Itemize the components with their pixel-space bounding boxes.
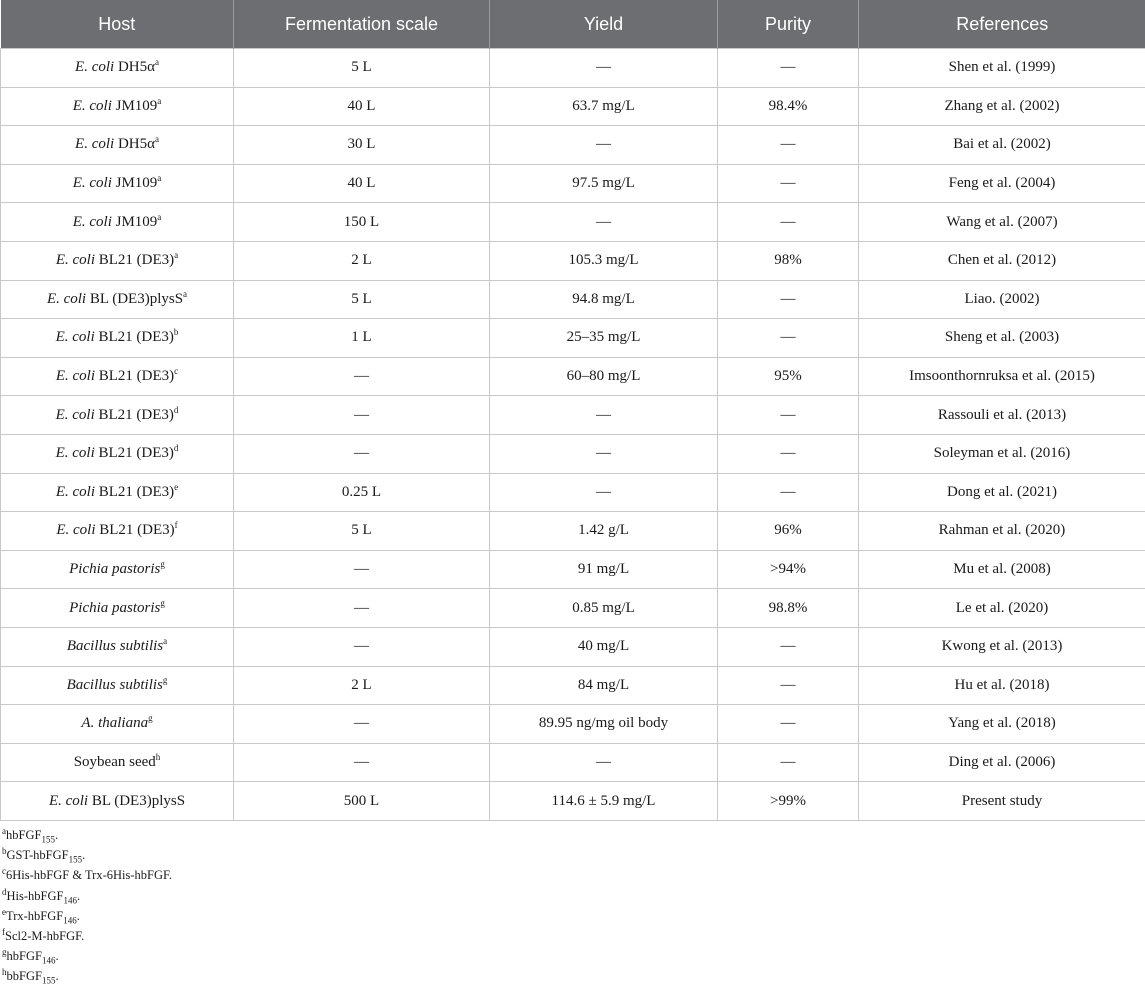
cell-reference: Sheng et al. (2003)	[859, 319, 1145, 358]
footnote-mark: a	[154, 57, 159, 68]
cell-reference: Zhang et al. (2002)	[859, 87, 1145, 126]
table-row	[1, 473, 1145, 512]
footnote-mark: g	[162, 674, 168, 685]
footnote	[2, 865, 172, 885]
cell-reference: Yang et al. (2018)	[859, 705, 1145, 744]
cell-host	[1, 164, 234, 203]
cell-host	[1, 782, 234, 821]
cell-yield: 1.42 g/L	[490, 512, 718, 551]
header-yield: Yield	[490, 0, 718, 49]
cell-purity: —	[718, 434, 859, 473]
footnotes	[2, 825, 172, 987]
footnote-tail: .	[54, 828, 59, 842]
header-fermentation-scale: Fermentation scale	[234, 0, 490, 49]
table-row	[1, 589, 1145, 628]
table-row	[1, 203, 1145, 242]
cell-scale: —	[234, 589, 490, 628]
footnote-tail: .	[55, 949, 59, 964]
cell-purity: >94%	[718, 550, 859, 589]
footnote	[2, 845, 172, 865]
host-strain: BL21 (DE3)	[94, 445, 174, 462]
host-species: Bacillus subtilis	[66, 676, 163, 693]
footnote-mark: a	[183, 288, 188, 299]
host-strain: BL (DE3)plysS	[86, 290, 184, 307]
header-host: Host	[1, 0, 234, 49]
cell-purity: —	[718, 319, 859, 358]
cell-scale: 40 L	[234, 164, 490, 203]
cell-purity: —	[718, 203, 859, 242]
cell-host	[1, 203, 234, 242]
footnote-mark: e	[2, 906, 6, 917]
host-strain: BL21 (DE3)	[94, 406, 174, 423]
cell-purity: 95%	[718, 357, 859, 396]
cell-scale: 40 L	[234, 87, 490, 126]
cell-host	[1, 550, 234, 589]
cell-yield: 114.6 ± 5.9 mg/L	[490, 782, 718, 821]
host-strain: BL21 (DE3)	[95, 522, 175, 539]
cell-host	[1, 126, 234, 165]
host-species: Bacillus subtilis	[66, 638, 164, 655]
footnote-text: His-hbFGF	[6, 888, 64, 903]
host-species: E. coli	[55, 406, 95, 423]
footnote-mark: a	[174, 250, 179, 261]
cell-scale: 150 L	[234, 203, 490, 242]
cell-host	[1, 241, 234, 280]
cell-reference: Imsoonthornruksa et al. (2015)	[859, 357, 1145, 396]
footnote-tail: .	[76, 888, 81, 903]
footnote-text: hbFGF	[6, 828, 42, 842]
table-body	[1, 49, 1145, 821]
cell-reference: Bai et al. (2002)	[859, 126, 1145, 165]
table-row	[1, 743, 1145, 782]
cell-purity: —	[718, 666, 859, 705]
cell-scale: 500 L	[234, 782, 490, 821]
footnote-mark: d	[2, 886, 7, 897]
footnote-mark: g	[160, 559, 165, 570]
cell-purity: >99%	[718, 782, 859, 821]
host-species: E. coli	[72, 175, 112, 192]
footnote-mark: c	[174, 366, 179, 377]
host-species: E. coli	[72, 213, 112, 230]
cell-yield: 25–35 mg/L	[490, 319, 718, 358]
footnote-mark: c	[2, 866, 6, 877]
cell-yield: 40 mg/L	[490, 627, 718, 666]
host-strain: BL21 (DE3)	[95, 483, 175, 500]
cell-host	[1, 357, 234, 396]
cell-yield: 0.85 mg/L	[490, 589, 718, 628]
cell-purity: —	[718, 164, 859, 203]
cell-scale: 30 L	[234, 126, 490, 165]
host-species: E. coli	[55, 483, 95, 500]
footnote-mark: a	[2, 825, 6, 836]
table-row	[1, 87, 1145, 126]
table-row	[1, 241, 1145, 280]
footnote-text: bbFGF	[6, 969, 42, 984]
footnote-mark: a	[157, 173, 162, 184]
host-strain: JM109	[111, 213, 158, 230]
footnote-mark: g	[160, 597, 165, 608]
cell-reference: Liao. (2002)	[859, 280, 1145, 319]
cell-host	[1, 512, 234, 551]
footnote-mark: f	[174, 520, 178, 531]
table-row	[1, 319, 1145, 358]
table-row	[1, 434, 1145, 473]
host-species: E. coli	[75, 59, 115, 76]
cell-scale: —	[234, 434, 490, 473]
host-strain: JM109	[111, 97, 158, 114]
cell-yield: 105.3 mg/L	[490, 241, 718, 280]
cell-reference: Soleyman et al. (2016)	[859, 434, 1145, 473]
cell-scale: —	[234, 550, 490, 589]
host-species: E. coli	[75, 136, 115, 153]
cell-purity: —	[718, 473, 859, 512]
cell-purity: 98.4%	[718, 87, 859, 126]
cell-reference: Mu et al. (2008)	[859, 550, 1145, 589]
table-row	[1, 666, 1145, 705]
header-row	[1, 0, 1145, 49]
cell-purity: —	[718, 396, 859, 435]
cell-reference: Wang et al. (2007)	[859, 203, 1145, 242]
cell-scale: —	[234, 357, 490, 396]
footnote-subscript: 146	[63, 895, 77, 906]
cell-host	[1, 396, 234, 435]
footnote-subscript: 146	[63, 915, 77, 926]
footnote	[2, 926, 172, 946]
footnote-mark: h	[2, 967, 7, 978]
cell-yield: 94.8 mg/L	[490, 280, 718, 319]
footnote-mark: d	[173, 443, 179, 454]
footnote-mark: g	[148, 713, 153, 724]
footnote-text: hbFGF	[6, 949, 42, 964]
header-purity: Purity	[718, 0, 859, 49]
cell-reference: Shen et al. (1999)	[859, 49, 1145, 88]
cell-yield: 84 mg/L	[490, 666, 718, 705]
header-references: References	[859, 0, 1145, 49]
cell-yield: 97.5 mg/L	[490, 164, 718, 203]
cell-scale: 2 L	[234, 241, 490, 280]
cell-reference: Present study	[859, 782, 1145, 821]
host-species: E. coli	[55, 252, 95, 269]
footnote-tail: .	[76, 908, 80, 923]
cell-reference: Feng et al. (2004)	[859, 164, 1145, 203]
cell-host	[1, 49, 234, 88]
footnote-mark: g	[2, 947, 7, 958]
cell-yield: —	[490, 126, 718, 165]
cell-host	[1, 627, 234, 666]
cell-scale: —	[234, 396, 490, 435]
cell-host	[1, 666, 234, 705]
cell-yield: 60–80 mg/L	[490, 357, 718, 396]
host-strain: BL21 (DE3)	[95, 252, 175, 269]
table-row	[1, 280, 1145, 319]
footnote-subscript: 155	[68, 854, 83, 865]
cell-host	[1, 705, 234, 744]
host-species: E. coli	[72, 97, 112, 114]
footnote-mark: a	[157, 211, 162, 222]
cell-host	[1, 319, 234, 358]
host-species: E. coli	[55, 445, 95, 462]
cell-purity: 98.8%	[718, 589, 859, 628]
cell-scale: 0.25 L	[234, 473, 490, 512]
cell-reference: Le et al. (2020)	[859, 589, 1145, 628]
footnote-subscript: 155	[41, 975, 56, 986]
cell-purity: —	[718, 126, 859, 165]
footnote	[2, 906, 172, 926]
table-row	[1, 357, 1145, 396]
host-species: E. coli	[55, 329, 95, 346]
cell-host	[1, 743, 234, 782]
footnote	[2, 886, 172, 906]
host-strain: BL21 (DE3)	[95, 368, 175, 385]
footnote	[2, 825, 172, 845]
footnote-text: Scl2-M-hbFGF.	[5, 929, 85, 944]
cell-scale: 1 L	[234, 319, 490, 358]
footnote-text: 6His-hbFGF & Trx-6His-hbFGF.	[6, 868, 173, 883]
cell-scale: 5 L	[234, 512, 490, 551]
host-strain: BL21 (DE3)	[94, 329, 174, 346]
footnote-mark: a	[157, 95, 162, 106]
cell-purity: 98%	[718, 241, 859, 280]
table-row	[1, 705, 1145, 744]
cell-reference: Ding et al. (2006)	[859, 743, 1145, 782]
cell-reference: Chen et al. (2012)	[859, 241, 1145, 280]
cell-reference: Rassouli et al. (2013)	[859, 396, 1145, 435]
table-row	[1, 164, 1145, 203]
table-row	[1, 782, 1145, 821]
footnote-tail: .	[55, 969, 59, 984]
cell-yield: —	[490, 743, 718, 782]
cell-yield: —	[490, 434, 718, 473]
cell-purity: —	[718, 705, 859, 744]
cell-host	[1, 473, 234, 512]
table-row	[1, 49, 1145, 88]
cell-scale: —	[234, 705, 490, 744]
cell-reference: Rahman et al. (2020)	[859, 512, 1145, 551]
cell-scale: —	[234, 627, 490, 666]
cell-scale: 5 L	[234, 280, 490, 319]
cell-scale: 2 L	[234, 666, 490, 705]
host-species: E. coli	[56, 522, 96, 539]
cell-yield: —	[490, 49, 718, 88]
cell-reference: Dong et al. (2021)	[859, 473, 1145, 512]
cell-reference: Hu et al. (2018)	[859, 666, 1145, 705]
footnote-subscript: 146	[41, 955, 56, 966]
footnote-mark: d	[173, 404, 179, 415]
footnote-mark: a	[163, 636, 168, 647]
cell-host	[1, 280, 234, 319]
cell-yield: —	[490, 473, 718, 512]
footnote-mark: b	[2, 846, 7, 857]
host-species: Pichia pastoris	[69, 561, 161, 578]
cell-host	[1, 87, 234, 126]
footnote-mark: a	[154, 134, 159, 145]
host-strain: BL (DE3)plysS	[88, 792, 186, 809]
cell-yield: —	[490, 203, 718, 242]
footnote-mark: h	[155, 751, 161, 762]
cell-scale: 5 L	[234, 49, 490, 88]
cell-scale: —	[234, 743, 490, 782]
footnote	[2, 966, 172, 986]
cell-yield: 63.7 mg/L	[490, 87, 718, 126]
footnote-text: GST-hbFGF	[6, 848, 69, 863]
footnote-text: Trx-hbFGF	[6, 908, 64, 923]
cell-host	[1, 589, 234, 628]
table-row	[1, 396, 1145, 435]
footnote-mark: f	[2, 926, 5, 937]
host-strain: Soybean seed	[73, 753, 156, 770]
cell-purity: —	[718, 280, 859, 319]
cell-purity: —	[718, 743, 859, 782]
host-strain: DH5α	[114, 136, 155, 153]
table-row	[1, 126, 1145, 165]
host-species: A. thaliana	[81, 715, 149, 732]
host-species: E. coli	[46, 290, 87, 307]
footnote-mark: b	[173, 327, 179, 338]
table-row	[1, 512, 1145, 551]
cell-reference: Kwong et al. (2013)	[859, 627, 1145, 666]
table-row	[1, 627, 1145, 666]
host-strain: DH5α	[114, 59, 155, 76]
cell-yield: 91 mg/L	[490, 550, 718, 589]
footnote-tail: .	[82, 848, 86, 863]
footnote-subscript: 155	[41, 834, 55, 845]
host-species: E. coli	[48, 792, 89, 809]
footnote	[2, 946, 172, 966]
footnote-mark: e	[174, 481, 179, 492]
host-strain: JM109	[111, 175, 158, 192]
cell-purity: 96%	[718, 512, 859, 551]
host-species: Pichia pastoris	[69, 599, 161, 616]
cell-purity: —	[718, 49, 859, 88]
cell-host	[1, 434, 234, 473]
cell-purity: —	[718, 627, 859, 666]
cell-yield: —	[490, 396, 718, 435]
cell-yield: 89.95 ng/mg oil body	[490, 705, 718, 744]
table-row	[1, 550, 1145, 589]
host-species: E. coli	[55, 368, 95, 385]
